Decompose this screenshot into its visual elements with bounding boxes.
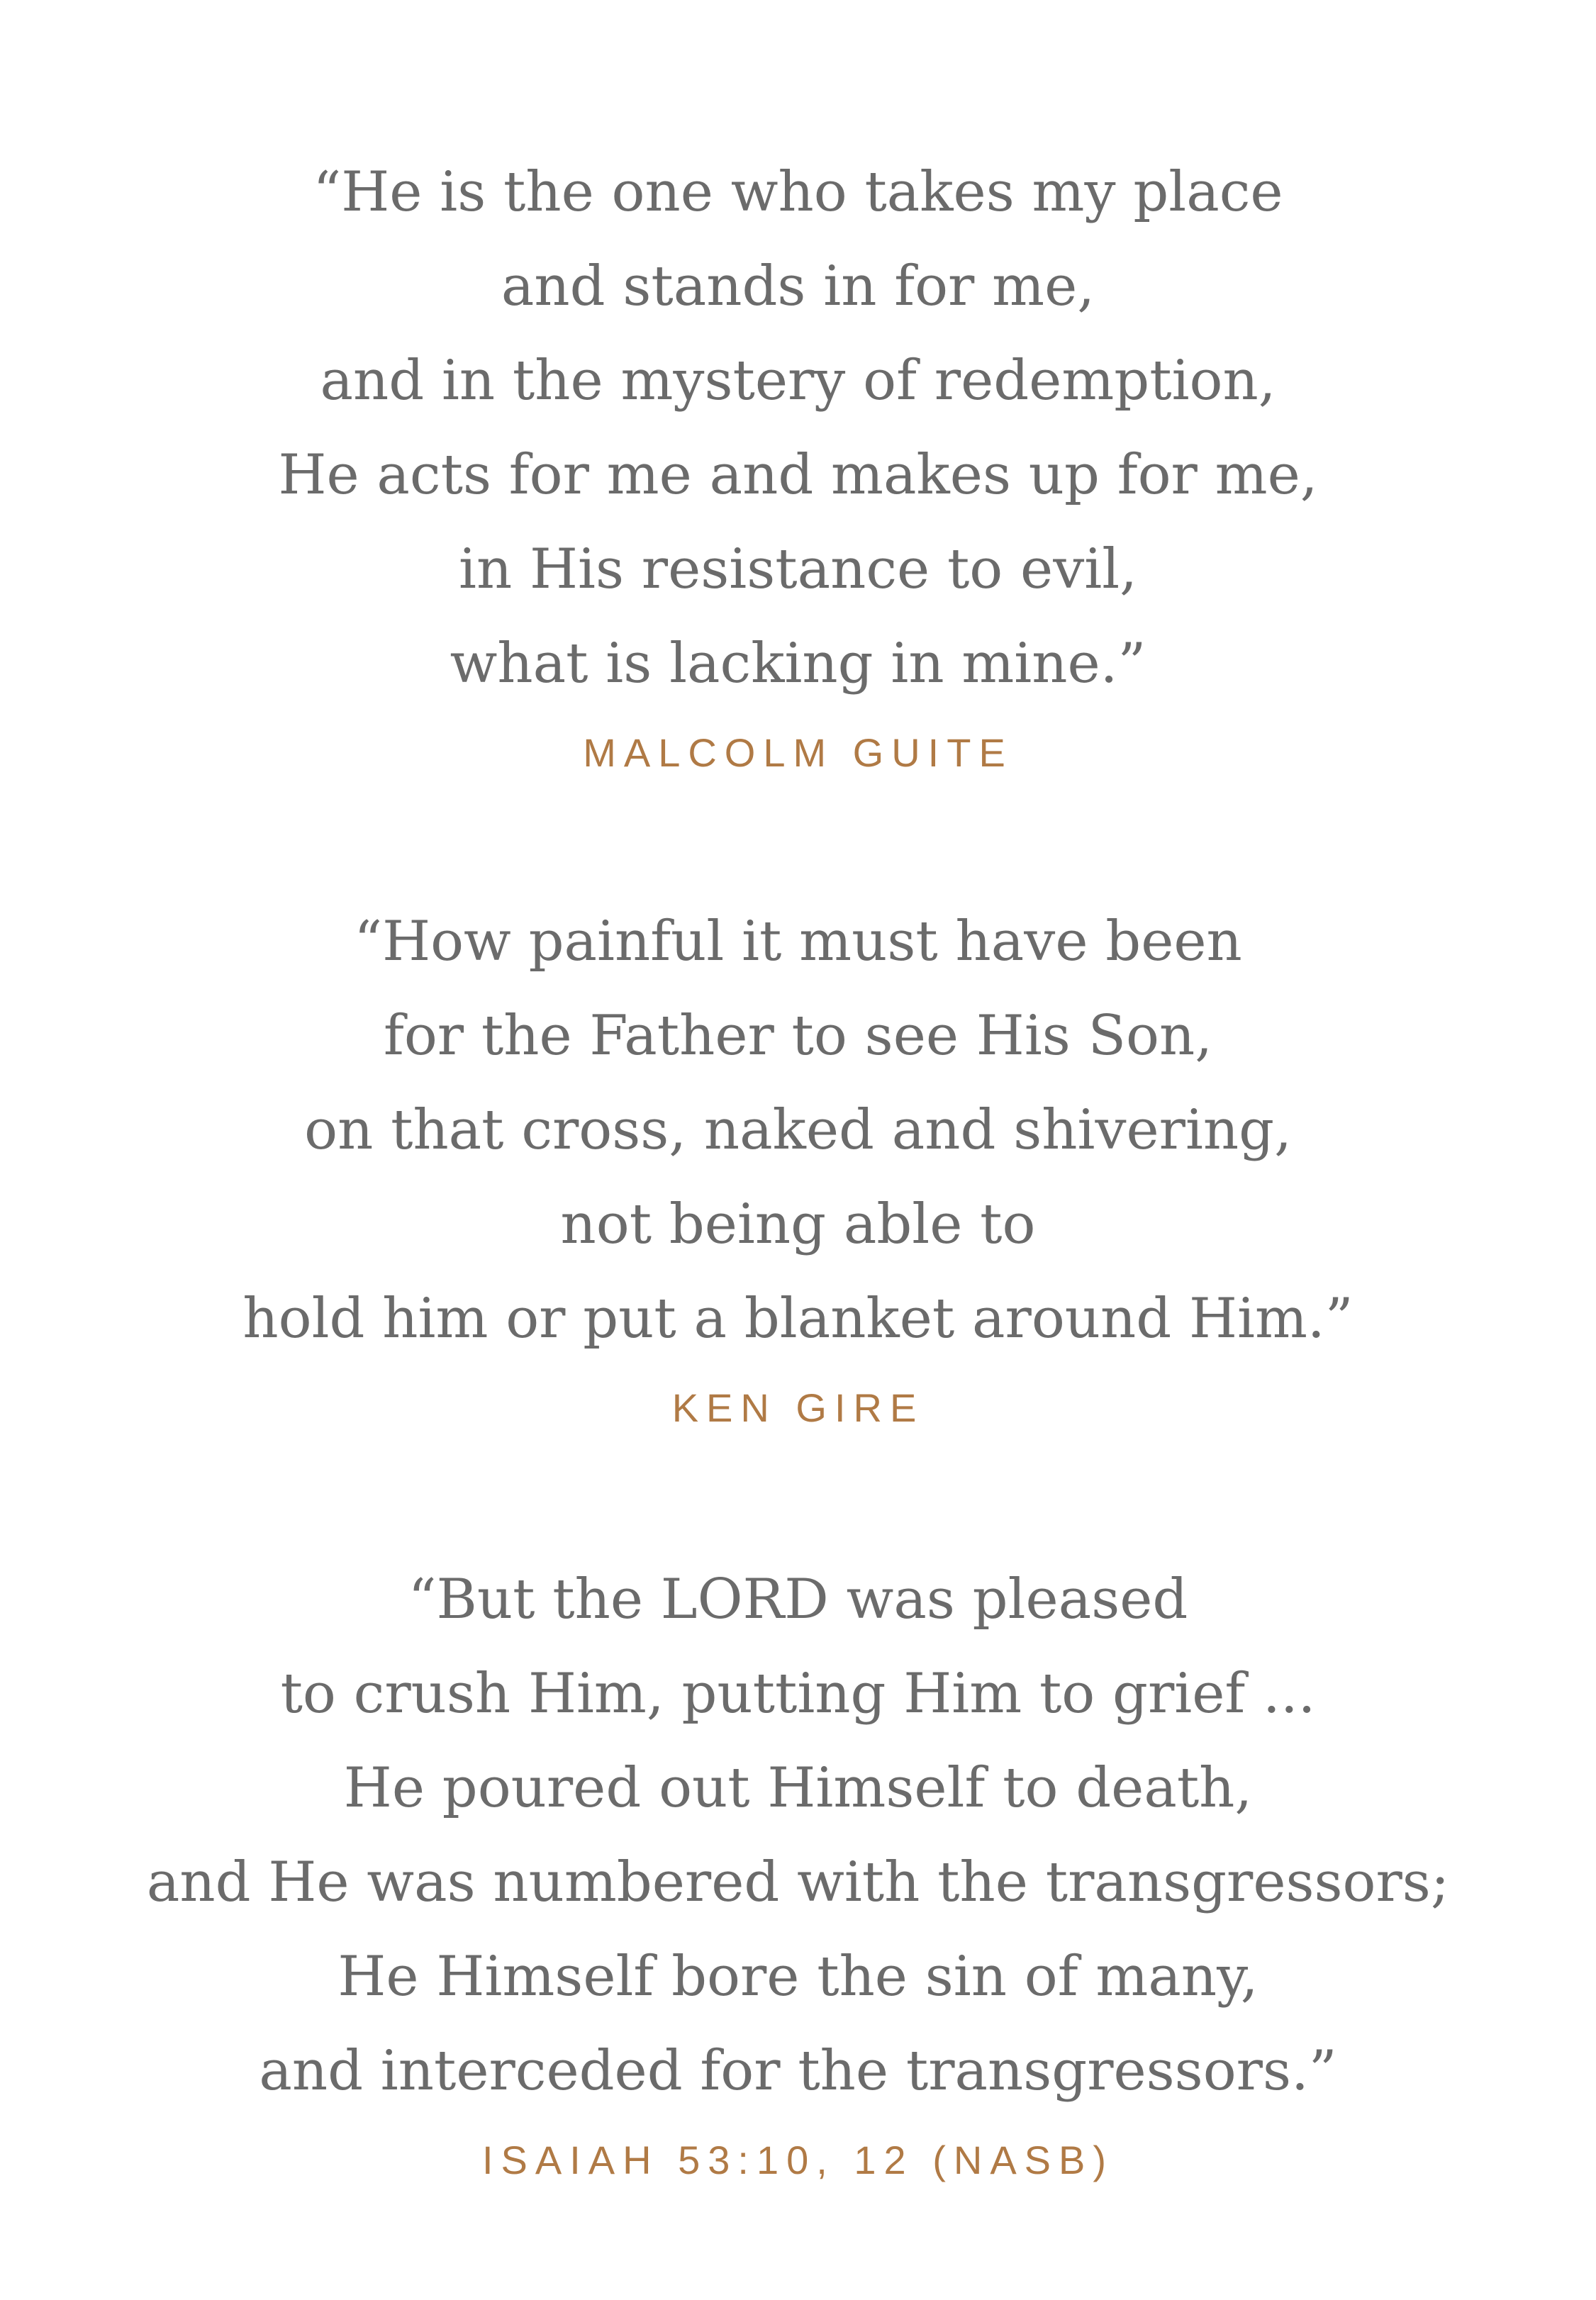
quote-line: on that cross, naked and shivering,: [304, 1098, 1292, 1162]
quote-text: [0, 145, 1596, 711]
quote-line: and stands in for me,: [501, 255, 1095, 318]
quote-line: He acts for me and makes up for me,: [278, 443, 1318, 507]
quote-line: “How painful it must have been: [354, 910, 1242, 973]
quote-block-isaiah: [0, 1553, 1596, 2183]
quote-line: in His resistance to evil,: [459, 537, 1137, 601]
quote-block-malcolm-guite: [0, 145, 1596, 776]
quote-line: He Himself bore the sin of many,: [337, 1945, 1259, 2009]
quote-text: [0, 1553, 1596, 2118]
quote-text: [0, 895, 1596, 1366]
quote-line: and He was numbered with the transgressors;: [146, 1850, 1450, 1914]
quote-line: what is lacking in mine.”: [450, 632, 1146, 696]
quote-line: and in the mystery of redemption,: [320, 349, 1276, 413]
quote-line: “But the LORD was pleased: [408, 1568, 1188, 1631]
quote-attribution: MALCOLM GUITE: [583, 730, 1013, 775]
quote-attribution: KEN GIRE: [671, 1385, 925, 1430]
quote-line: for the Father to see His Son,: [383, 1004, 1213, 1068]
quote-line: to crush Him, putting Him to grief ...: [280, 1662, 1316, 1726]
quote-line: He poured out Himself to death,: [343, 1756, 1253, 1820]
quote-line: not being able to: [560, 1193, 1036, 1256]
quote-line: “He is the one who takes my place: [313, 160, 1283, 224]
quote-line: hold him or put a blanket around Him.”: [242, 1287, 1354, 1351]
quote-block-ken-gire: [0, 895, 1596, 1431]
quote-attribution: ISAIAH 53:10, 12 (NASB): [481, 2138, 1115, 2182]
quote-line: and interceded for the transgressors.”: [259, 2039, 1337, 2103]
